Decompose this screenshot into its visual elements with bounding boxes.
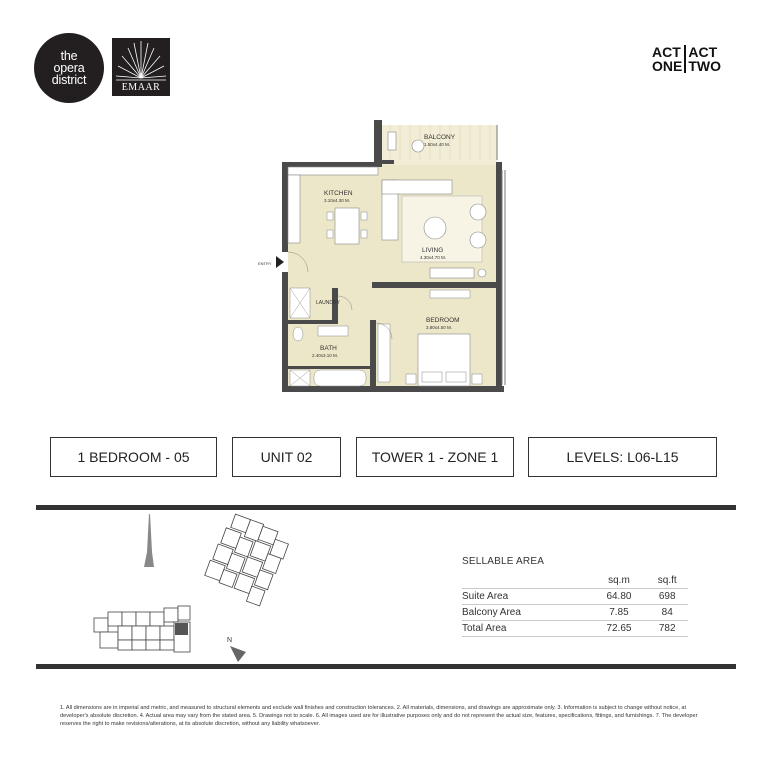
- pillow: [446, 372, 466, 382]
- table-row: [462, 605, 688, 621]
- sellable-area-title: SELLABLE AREA: [462, 556, 545, 567]
- col-header-label: [462, 573, 591, 589]
- north-arrow-icon: [230, 646, 246, 662]
- room-name-laundry: LAUNDRY: [316, 300, 340, 306]
- act-two-bottom: TWO: [688, 58, 721, 74]
- opera-district-logo: [34, 33, 104, 103]
- entry-label: ENTRY: [258, 261, 272, 266]
- room-dims-bath: 2.40x3.10 M.: [312, 353, 339, 358]
- balcony-table: [412, 140, 424, 152]
- key-plan: [90, 512, 310, 662]
- unit-highlight: [175, 623, 188, 635]
- act-one-bottom: ONE: [652, 58, 683, 74]
- entry-arrow-icon: [276, 256, 284, 268]
- landmark-tower-icon: [144, 514, 154, 567]
- logo-line-3: district: [51, 73, 87, 87]
- north-label: N: [227, 637, 233, 644]
- coffee-table: [424, 217, 446, 239]
- row-sqft: 84: [646, 605, 688, 621]
- chair: [327, 212, 333, 220]
- wardrobe: [430, 290, 470, 298]
- tv-console: [430, 268, 474, 278]
- col-header-sqft: sq.ft: [646, 573, 688, 589]
- kitchen-side-counter: [288, 175, 300, 243]
- logo-line-1: the: [60, 49, 78, 63]
- col-header-sqm: sq.m: [591, 573, 646, 589]
- room-dims-living: 4.30x4.70 M.: [420, 255, 447, 260]
- room-dims-balcony: 1.50x4.40 M.: [424, 142, 451, 147]
- plant: [478, 269, 486, 277]
- unit-number: UNIT 02: [260, 449, 313, 465]
- room-name-living: LIVING: [422, 247, 444, 254]
- sofa-back: [382, 180, 452, 194]
- kitchen-counter: [288, 167, 378, 175]
- levels-box: [528, 437, 717, 477]
- table-row: [462, 621, 688, 637]
- act-one-act-two-logo: [652, 45, 721, 73]
- act-two-top: ACT: [688, 44, 718, 60]
- top-divider: [36, 505, 736, 510]
- armchair: [470, 204, 486, 220]
- emaar-burst-icon: [112, 38, 170, 84]
- tower-zone: TOWER 1 - ZONE 1: [371, 449, 499, 465]
- floor-plan: [250, 120, 520, 395]
- tower-box: [356, 437, 514, 477]
- bedroom-type-box: [50, 437, 217, 477]
- room-name-balcony: BALCONY: [424, 134, 456, 141]
- room-dims-bedroom: 3.80x4.50 M.: [426, 325, 453, 330]
- row-sqm: 7.85: [591, 605, 646, 621]
- row-label: Total Area: [462, 621, 591, 637]
- unit-box: [232, 437, 341, 477]
- nightstand: [406, 374, 416, 384]
- disclaimer: 1. All dimensions are in imperial and metric, and measured to structural elements and exclude wall finishes and construction tolerances. 2. All materials, dimensions, and drawings are approximate only. 3. Information is subject to change without notice, at developer's absolute discretion. 4. Actual area may vary from the stated area. 5. Drawings not to scale. 6. All images used are for illustrative purposes only and do not represent the actual size, features, specifications, fittings, and furnishings. 7. The developer reserves the right to make revisions/alterations, at its absolute discretion, without any liability whatsoever.: [60, 705, 698, 727]
- row-sqm: 64.80: [591, 589, 646, 605]
- nightstand: [472, 374, 482, 384]
- pillow: [422, 372, 442, 382]
- bathtub: [314, 370, 366, 386]
- table-row: [462, 589, 688, 605]
- emaar-logo: [112, 38, 170, 96]
- bedroom-type: 1 BEDROOM - 05: [77, 449, 190, 465]
- sellable-area-table: [462, 556, 688, 637]
- row-sqft: 698: [646, 589, 688, 605]
- row-label: Balcony Area: [462, 605, 591, 621]
- row-sqft: 782: [646, 621, 688, 637]
- act-one-top: ACT: [652, 44, 681, 60]
- armchair: [470, 232, 486, 248]
- row-sqm: 72.65: [591, 621, 646, 637]
- toilet: [293, 327, 303, 341]
- levels: LEVELS: L06-L15: [566, 449, 679, 465]
- chair: [361, 230, 367, 238]
- bottom-divider: [36, 664, 736, 669]
- room-dims-kitchen: 3.10x4.30 M.: [324, 198, 351, 203]
- dining-table: [335, 208, 359, 244]
- logo-line-2: opera: [53, 61, 85, 75]
- tower-block-upper: [201, 512, 292, 608]
- emaar-wordmark: EMAAR: [121, 82, 161, 93]
- logo-divider: [684, 45, 686, 73]
- chair: [327, 230, 333, 238]
- chair: [361, 212, 367, 220]
- closet: [378, 324, 390, 382]
- room-name-bath: BATH: [320, 345, 337, 352]
- vanity: [318, 326, 348, 336]
- room-name-bedroom: BEDROOM: [426, 317, 460, 324]
- balcony-chair: [388, 132, 396, 150]
- row-label: Suite Area: [462, 589, 591, 605]
- room-name-kitchen: KITCHEN: [324, 190, 353, 197]
